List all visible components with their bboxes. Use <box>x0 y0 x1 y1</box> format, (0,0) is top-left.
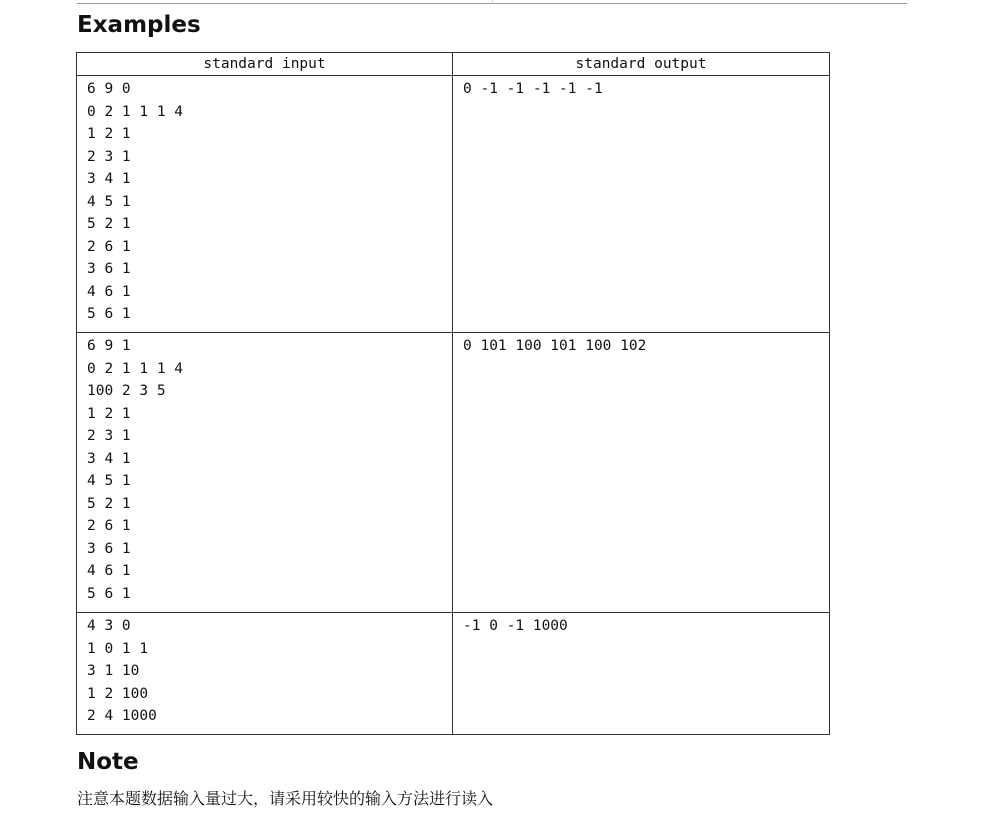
example-input-cell[interactable] <box>77 333 453 613</box>
example-input-cell[interactable] <box>77 76 453 333</box>
input-line: 6 9 1 <box>87 338 131 354</box>
note-text: 注意本题数据输入量过大，请采用较快的输入方法进行读入 <box>77 789 494 808</box>
input-line: 3 4 1 <box>87 171 131 187</box>
output-line: 0 -1 -1 -1 -1 -1 <box>463 81 603 97</box>
note-heading: Note <box>77 749 139 775</box>
output-line: -1 0 -1 1000 <box>463 618 568 634</box>
standard-output-header: standard output <box>453 53 830 76</box>
input-line: 3 4 1 <box>87 450 131 467</box>
input-line: 1 2 1 <box>87 126 131 142</box>
example-row <box>77 613 830 735</box>
input-line: 2 6 1 <box>87 238 131 255</box>
page-edge-mark <box>492 0 493 4</box>
input-line: 2 4 1000 <box>87 708 157 724</box>
output-line: 0 101 100 101 100 102 <box>463 338 647 354</box>
input-line: 3 6 1 <box>87 540 131 557</box>
example-output-cell[interactable] <box>453 613 830 735</box>
input-line: 2 3 1 <box>87 428 131 444</box>
input-line: 2 3 1 <box>87 148 131 165</box>
input-line: 4 5 1 <box>87 193 131 210</box>
example-row <box>77 76 830 333</box>
examples-header-row <box>77 53 830 76</box>
examples-table <box>76 52 830 735</box>
input-line: 2 6 1 <box>87 518 131 534</box>
input-line: 1 2 100 <box>87 685 149 702</box>
input-line: 0 2 1 1 1 4 <box>87 360 184 377</box>
input-line: 6 9 0 <box>87 81 131 97</box>
input-line: 100 2 3 5 <box>87 383 166 399</box>
example-output-cell[interactable] <box>453 76 830 333</box>
input-line: 3 1 10 <box>87 663 140 679</box>
example-input-cell[interactable] <box>77 613 453 735</box>
input-line: 0 2 1 1 1 4 <box>87 103 184 120</box>
standard-input-header: standard input <box>77 53 453 76</box>
example-row <box>77 333 830 613</box>
examples-heading: Examples <box>77 12 201 38</box>
input-line: 4 5 1 <box>87 473 131 489</box>
input-line: 4 6 1 <box>87 563 131 579</box>
input-line: 5 2 1 <box>87 495 131 512</box>
input-line: 3 6 1 <box>87 261 131 277</box>
input-line: 1 2 1 <box>87 405 131 422</box>
input-line: 4 6 1 <box>87 283 131 300</box>
input-line: 5 6 1 <box>87 585 131 602</box>
input-line: 4 3 0 <box>87 618 131 634</box>
input-line: 5 2 1 <box>87 216 131 232</box>
input-line: 1 0 1 1 <box>87 640 149 657</box>
example-output-cell[interactable] <box>453 333 830 613</box>
input-line: 5 6 1 <box>87 306 131 322</box>
